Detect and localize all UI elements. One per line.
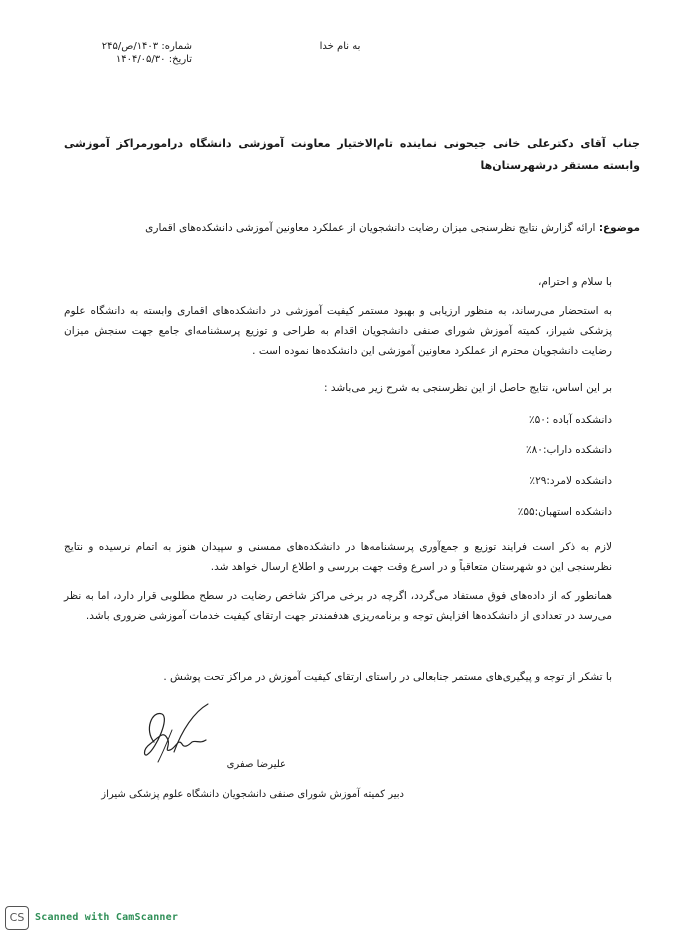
paragraph-pending: لازم به ذکر است فرایند توزیع و جمع‌آوری پرسشنامه‌ها در دانشکده‌های ممسنی و سپیدان هنوز به اتمام نرسیده و نتایج نظرسنجی این دو شهرستان متعاقباً و در اسرع وقت جهت بررسی و اطلاع ارسال خواهد شد.: [64, 541, 612, 573]
signer-title: دبیر کمیته آموزش شورای صنفی دانشجویان دانشگاه علوم پزشکی شیراز: [101, 789, 404, 800]
result-estahban: دانشکده استهبان:۵۵٪: [517, 506, 612, 518]
recipient-line: جناب آقای دکترعلی خانی جیحونی نماینده تام‌الاختیار معاونت آموزشی دانشگاه درامورمراکز آموزشی وابسته مستقر درشهرستان‌ها: [64, 137, 640, 172]
subject-line: [64, 218, 640, 238]
paragraph-intro: به استحضار می‌رساند، به منظور ارزیابی و بهبود مستمر کیفیت آموزشی در دانشکده‌های اقماری وابسته به دانشگاه علوم پزشکی شیراز، کمیته آموزش شورای صنفی دانشجویان اقدام به طراحی و توزیع پرسشنامه‌ای جامع جهت سنجش میزان رضایت دانشجویان محترم از عملکرد معاونین آموزشی این دانشکده‌ها نموده است .: [64, 305, 612, 357]
paragraph-results-intro: بر این اساس، نتایج حاصل از این نظرسنجی به شرح زیر می‌باشد :: [324, 382, 612, 394]
subject-text: ارائه گزارش نتایج نظرسنجی میزان رضایت دانشجویان از عملکرد معاونین آموزشی دانشکده‌های اقماری: [145, 222, 599, 234]
greeting: با سلام و احترام،: [538, 276, 612, 288]
camscanner-logo: CS: [5, 906, 29, 930]
camscanner-watermark: Scanned with CamScanner: [35, 912, 179, 923]
letter-number: شماره: ۱۴۰۳/ص/۲۴۵: [101, 41, 192, 52]
result-lamerd: دانشکده لامرد:۲۹٪: [529, 475, 612, 487]
subject-label: موضوع:: [598, 222, 640, 234]
letter-date: تاریخ: ۱۴۰۴/۰۵/۳۰: [115, 54, 192, 65]
result-abadeh: دانشکده آباده :۵۰٪: [528, 414, 612, 426]
letter-meta: [62, 40, 192, 66]
result-darab: دانشکده داراب:۸۰٪: [526, 444, 612, 456]
bismillah-heading: به نام خدا: [319, 41, 361, 52]
paragraph-analysis: همانطور که از داده‌های فوق مستفاد می‌گردد، اگرچه در برخی مراکز شاخص رضایت در سطح مطلوبی قرار دارد، اما به نظر می‌رسد در تعدادی از دانشکده‌ها افزایش توجه و برنامه‌ریزی هدفمندتر جهت ارتقای کیفیت خدمات آموزشی ضروری باشد.: [64, 590, 612, 622]
signer-name: علیرضا صفری: [226, 759, 286, 770]
paragraph-thanks: با تشکر از توجه و پیگیری‌های مستمر جنابعالی در راستای ارتقای کیفیت آموزش در مراکز تحت پوشش .: [163, 671, 612, 683]
